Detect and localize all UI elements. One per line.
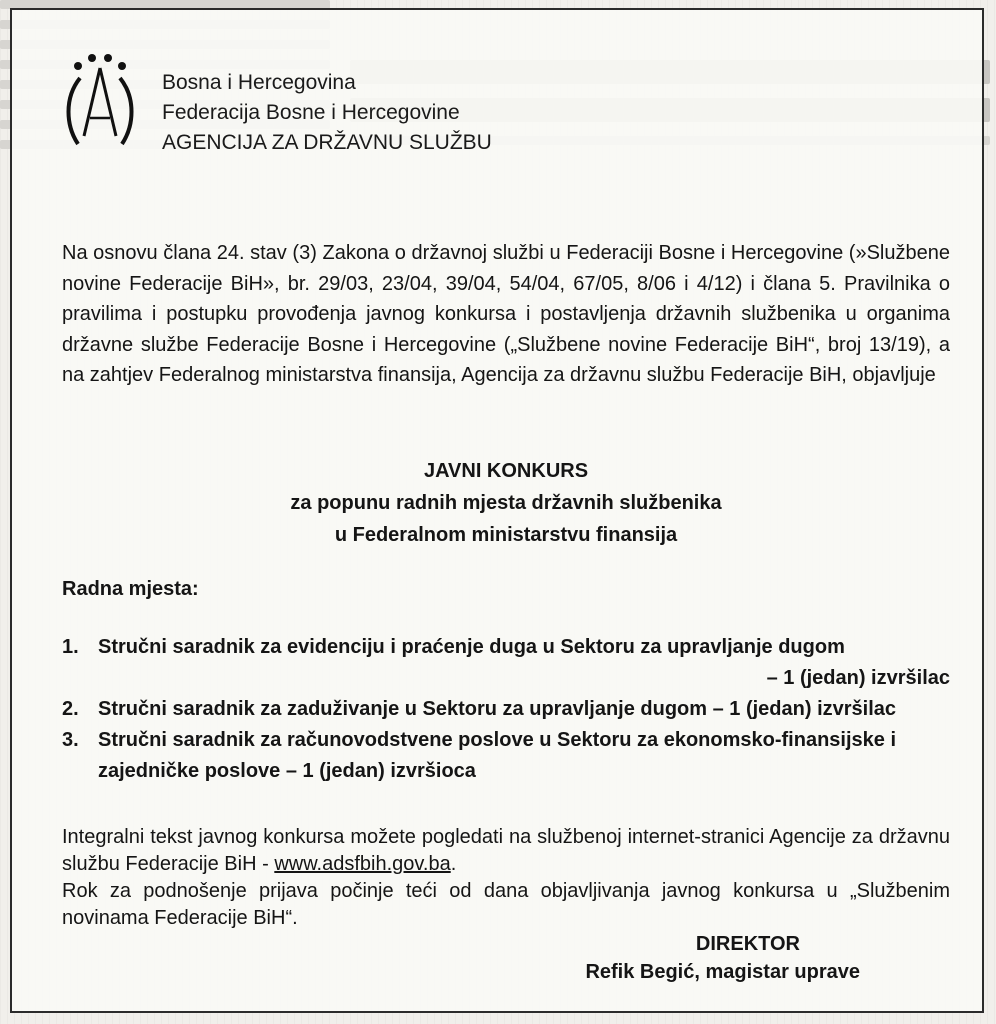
position-count: – 1 (jedan) izvršilac xyxy=(766,667,950,689)
organization-header xyxy=(162,68,492,158)
list-item xyxy=(62,725,950,787)
agency-logo-icon xyxy=(60,52,140,152)
position-title: Stručni saradnik za evidenciju i praćenje duga u Sektoru za upravljanje dugom xyxy=(98,636,845,658)
closing-paragraph xyxy=(62,824,950,932)
announcement-frame xyxy=(10,8,984,1013)
positions-heading: Radna mjesta: xyxy=(62,578,199,600)
notice-subtitle-1: za popunu radnih mjesta državnih službenika xyxy=(290,492,722,514)
position-title: Stručni saradnik za računovodstvene poslove u Sektoru za ekonomsko-finansijske i zajedničke poslove – 1 (jedan) izvršioca xyxy=(98,729,897,782)
closing-text-2: Rok za podnošenje prijava počinje teći od dana objavljivanja javnog konkursa u „Službenim novinama Federacije BiH“. xyxy=(62,880,950,929)
position-number: 1. xyxy=(62,636,79,658)
closing-text-1-end: . xyxy=(450,853,457,875)
signature-role: DIREKTOR xyxy=(695,933,800,955)
positions-list xyxy=(62,632,950,787)
closing-text-1: Integralni tekst javnog konkursa možete pogledati na službenoj internet-stranici Agencije za državnu službu Federacije BiH - xyxy=(62,826,950,875)
agency-website-link[interactable]: www.adsfbih.gov.ba xyxy=(274,853,451,875)
list-item xyxy=(62,694,950,725)
position-title: Stručni saradnik za zaduživanje u Sektoru za upravljanje dugom – 1 (jedan) izvršilac xyxy=(98,698,897,720)
agency-name: AGENCIJA ZA DRŽAVNU SLUŽBU xyxy=(162,131,492,154)
signature-name: Refik Begić, magistar uprave xyxy=(585,961,860,983)
entity-name: Federacija Bosne i Hercegovine xyxy=(162,101,460,124)
notice-subtitle-2: u Federalnom ministarstvu finansija xyxy=(334,524,678,546)
list-item xyxy=(62,632,950,663)
position-number: 2. xyxy=(62,698,79,720)
country-name: Bosna i Hercegovina xyxy=(162,71,356,94)
intro-paragraph: Na osnovu člana 24. stav (3) Zakona o državnoj službi u Federaciji Bosne i Hercegovine (»Službene novine Federacije BiH», br. 29/03, 23/04, 39/04, 54/04, 67/05, 8/06 i 4/12) i člana 5. Pravilnika o pravilima i postupku provođenja javnog konkursa i postavljenja državnih službenika u organima državne službe Federacije Bosne i Hercegovine („Službene novine Federacije BiH“, broj 13/19), a na zahtjev Federalnog ministarstva finansija, Agencija za državnu službu Federacije BiH, objavljuje xyxy=(62,242,950,386)
notice-title: JAVNI KONKURS xyxy=(423,460,589,482)
position-number: 3. xyxy=(62,729,79,751)
